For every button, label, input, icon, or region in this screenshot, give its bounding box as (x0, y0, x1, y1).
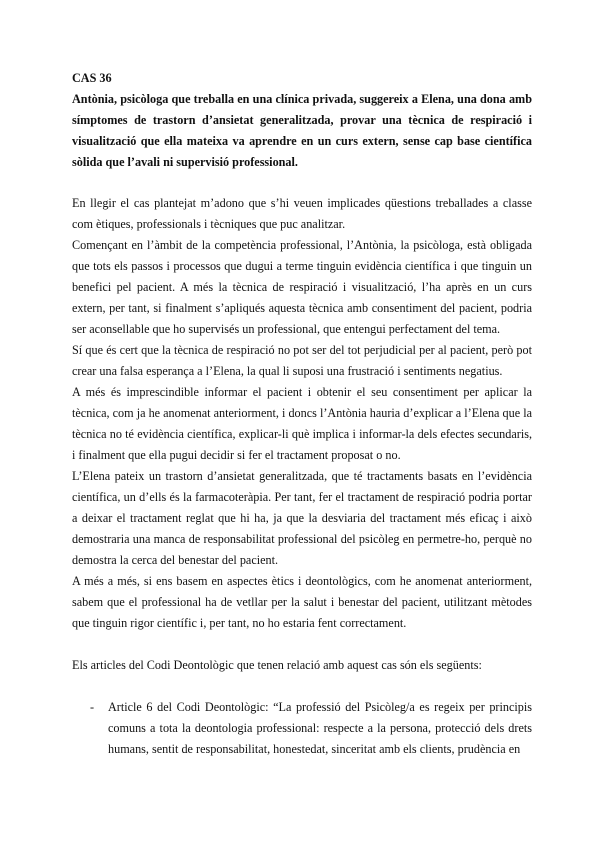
paragraph-breathing-technique: Sí que és cert que la tècnica de respiració no pot ser del tot perjudicial per al pacient, però pot crear una falsa esperança a l’Elena, la qual li suposi una frustració i sentiments negatius. (72, 343, 532, 378)
case-summary: Antònia, psicòloga que treballa en una clínica privada, suggereix a Elena, una dona amb símptomes de trastorn d’ansietat generalitzada, provar una tècnica de respiració i visualització que ella mateixa va aprendre en un curs extern, sense cap base científica sòlida que l’avali ni supervisió professional. (72, 92, 532, 169)
article-text: Article 6 del Codi Deontològic: “La professió del Psicòleg/a es regeix per principis comuns a tota la deontologia professional: respecte a la persona, protecció dels drets humans, sentit de responsabilitat, honestedat, sinceritat amb els clients, prudència en (108, 700, 532, 756)
case-title: CAS 36 (72, 71, 112, 85)
document-page (72, 68, 532, 760)
list-item (72, 697, 532, 760)
paragraph-intro: En llegir el cas plantejat m’adono que s’hi veuen implicades qüestions treballades a classe com ètiques, professionals i tècniques que puc analitzar. (72, 196, 532, 231)
list-bullet: - (90, 700, 95, 714)
paragraph-ethics: A més a més, si ens basem en aspectes ètics i deontològics, com he anomenat anteriorment, sabem que el professional ha de vetllar per la salut i benestar del pacient, utilitzant mètodes que tinguin rigor científic i, per tant, no ho estaria fent correctament. (72, 574, 532, 630)
paragraph-consent: A més és imprescindible informar el pacient i obtenir el seu consentiment per aplicar la tècnica, com ja he anomenat anteriorment, i doncs l’Antònia hauria d’explicar a l’Elena que la tècnica no té evidència científica, explicar-li què implica i informar-la dels efectes secundaris, i finalment que ella pugui decidir si fer el tractament proposat o no. (72, 385, 532, 462)
articles-list (72, 697, 532, 760)
paragraph-treatment: L’Elena pateix un trastorn d’ansietat generalitzada, que té tractaments basats en l’evidència científica, un d’ells és la farmacoteràpia. Per tant, fer el tractament de respiració podria portar a deixar el tractament reglat que hi ha, ja que la desviaria del tractament més eficaç i això demostraria una manca de responsabilitat professional del psicòleg en permetre-ho, perquè no demostra la cerca del benestar del pacient. (72, 469, 532, 567)
articles-intro: Els articles del Codi Deontològic que tenen relació amb aquest cas són els següents: (72, 658, 482, 672)
paragraph-competence: Començant en l’àmbit de la competència professional, l’Antònia, la psicòloga, està obligada que tots els passos i processos que dugui a terme tinguin evidència científica i que tinguin un benefici pel pacient. A més la tècnica de respiració i visualització, l’ha après en un curs extern, per tant, si finalment s’apliqués aquesta tècnica amb consentiment del pacient, podria ser aconsellable que ho supervisés un professional, que entengui perfectament del tema. (72, 238, 532, 336)
